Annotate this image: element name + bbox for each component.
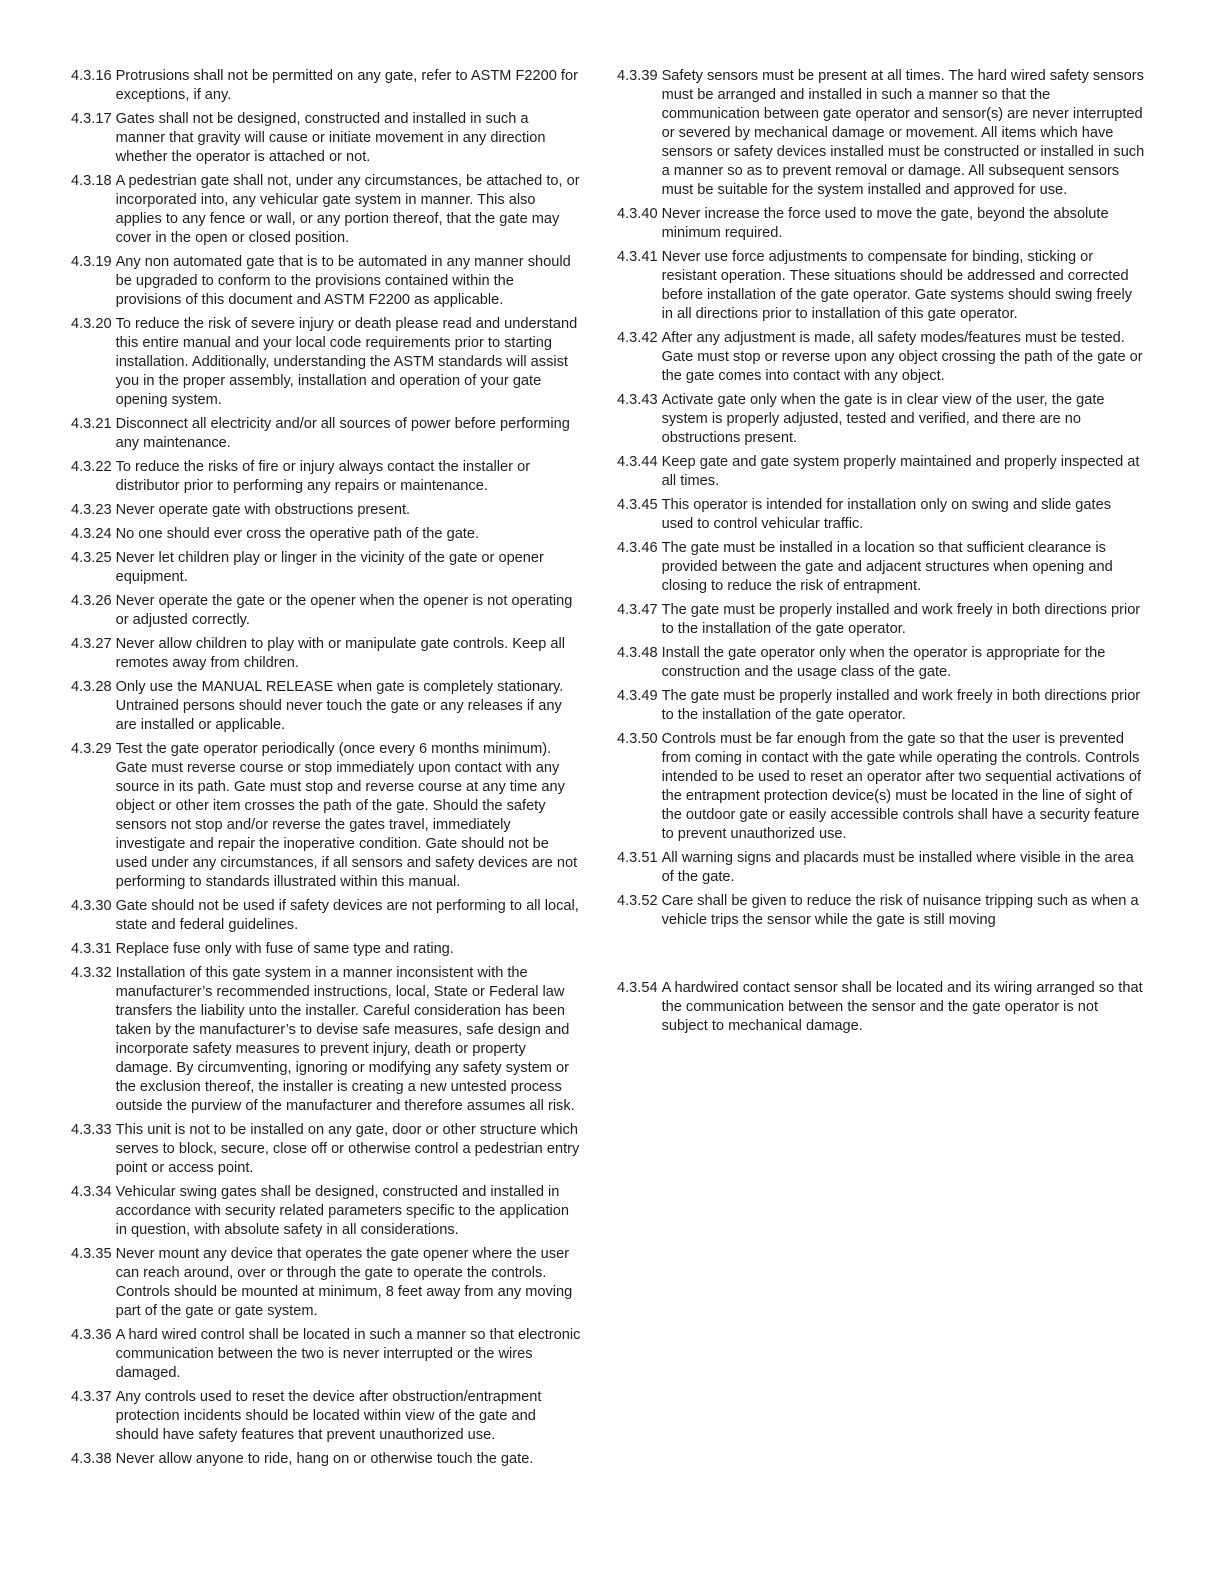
item-number: 4.3.45	[617, 497, 658, 513]
item-text: The gate must be installed in a location so that sufficient clearance is provided between the gate and adjacent structures when opening and closing to reduce the risk of entrapment.	[661, 540, 1113, 594]
item-text: Any non automated gate that is to be automated in any manner should be upgraded to conform to the provisions contained within the provisions of this document and ASTM F2200 as applicable.	[115, 254, 571, 308]
list-item	[617, 539, 1145, 596]
item-text: After any adjustment is made, all safety modes/features must be tested. Gate must stop or reverse upon any object crossing the path of the gate or the gate comes into contact with any object.	[661, 330, 1143, 384]
item-number: 4.3.51	[617, 850, 658, 866]
list-item	[71, 964, 581, 1116]
item-number: 4.3.35	[71, 1246, 112, 1262]
item-text: The gate must be properly installed and work freely in both directions prior to the installation of the gate operator.	[661, 688, 1141, 723]
item-text: All warning signs and placards must be installed where visible in the area of the gate.	[661, 850, 1134, 885]
item-number: 4.3.34	[71, 1184, 112, 1200]
list-item	[71, 1121, 581, 1178]
item-text: Never allow children to play with or manipulate gate controls. Keep all remotes away from children.	[115, 636, 565, 671]
list-item	[71, 458, 581, 496]
list-item	[71, 678, 581, 735]
item-text: Vehicular swing gates shall be designed, constructed and installed in accordance with security related parameters specific to the application in question, with absolute safety in all considerations.	[115, 1184, 570, 1238]
item-number: 4.3.26	[71, 593, 112, 609]
list-item	[617, 644, 1145, 682]
item-number: 4.3.50	[617, 731, 658, 747]
item-number: 4.3.54	[617, 980, 658, 996]
item-text: Disconnect all electricity and/or all sources of power before performing any maintenance.	[115, 416, 570, 451]
item-number: 4.3.41	[617, 249, 658, 265]
item-text: Keep gate and gate system properly maintained and properly inspected at all times.	[661, 454, 1140, 489]
list-item	[71, 1450, 581, 1469]
item-number: 4.3.17	[71, 111, 112, 127]
item-text: Replace fuse only with fuse of same type and rating.	[115, 941, 454, 957]
item-number: 4.3.16	[71, 68, 112, 84]
item-number: 4.3.23	[71, 502, 112, 518]
item-text: The gate must be properly installed and work freely in both directions prior to the installation of the gate operator.	[661, 602, 1141, 637]
item-text: Any controls used to reset the device after obstruction/entrapment protection incidents should be located within view of the gate and should have safety features that prevent unauthorized use.	[115, 1389, 542, 1443]
item-text: Never operate gate with obstructions present.	[115, 502, 411, 518]
item-number: 4.3.43	[617, 392, 658, 408]
item-number: 4.3.38	[71, 1451, 112, 1467]
item-text: Never increase the force used to move the gate, beyond the absolute minimum required.	[661, 206, 1109, 241]
item-text: Gates shall not be designed, constructed and installed in such a manner that gravity will cause or initiate movement in any direction whether the operator is attached or not.	[115, 111, 546, 165]
list-item	[617, 496, 1145, 534]
list-item	[71, 253, 581, 310]
item-text: To reduce the risk of severe injury or death please read and understand this entire manual and your local code requirements prior to starting installation. Additionally, understanding the ASTM standards will assist you in the proper assembly, installation and operation of your gate opening system.	[115, 316, 578, 408]
item-number: 4.3.44	[617, 454, 658, 470]
section-gap	[617, 935, 1145, 979]
item-number: 4.3.36	[71, 1327, 112, 1343]
item-text: Installation of this gate system in a manner inconsistent with the manufacturer’s recommended instructions, local, State or Federal law transfers the liability unto the installer. Careful consideration has been taken by the manufacturer’s to devise safe measures, safe design and incorporate safety measures to prevent injury, death or property damage. By circumventing, ignoring or modifying any safety system or the exclusion thereof, the installer is creating a new untested process outside the purview of the manufacturer and therefore assumes all risk.	[115, 965, 575, 1114]
item-text: Never allow anyone to ride, hang on or otherwise touch the gate.	[115, 1451, 534, 1467]
list-item	[617, 329, 1145, 386]
item-number: 4.3.46	[617, 540, 658, 556]
item-text: Care shall be given to reduce the risk of nuisance tripping such as when a vehicle trips the sensor while the gate is still moving	[661, 893, 1139, 928]
item-number: 4.3.52	[617, 893, 658, 909]
list-item	[617, 248, 1145, 324]
list-item	[71, 1245, 581, 1321]
item-number: 4.3.47	[617, 602, 658, 618]
list-item	[617, 730, 1145, 844]
list-item	[71, 1326, 581, 1383]
list-item	[71, 110, 581, 167]
list-item	[617, 205, 1145, 243]
list-item	[71, 1388, 581, 1445]
item-number: 4.3.33	[71, 1122, 112, 1138]
left-column	[71, 67, 581, 1474]
item-number: 4.3.32	[71, 965, 112, 981]
item-number: 4.3.30	[71, 898, 112, 914]
list-item	[71, 415, 581, 453]
list-item	[71, 525, 581, 544]
list-item	[617, 979, 1145, 1036]
item-number: 4.3.49	[617, 688, 658, 704]
item-text: Never operate the gate or the opener when the opener is not operating or adjusted correctly.	[115, 593, 573, 628]
list-item	[617, 67, 1145, 200]
item-number: 4.3.28	[71, 679, 112, 695]
list-item	[71, 172, 581, 248]
list-item	[71, 67, 581, 105]
item-number: 4.3.20	[71, 316, 112, 332]
item-text: This unit is not to be installed on any gate, door or other structure which serves to block, secure, close off or otherwise control a pedestrian entry point or access point.	[115, 1122, 580, 1176]
item-number: 4.3.39	[617, 68, 658, 84]
item-text: This operator is intended for installation only on swing and slide gates used to control vehicular traffic.	[661, 497, 1112, 532]
list-item	[71, 592, 581, 630]
item-number: 4.3.31	[71, 941, 112, 957]
item-number: 4.3.25	[71, 550, 112, 566]
list-item	[71, 549, 581, 587]
list-item	[617, 601, 1145, 639]
list-item	[617, 849, 1145, 887]
item-number: 4.3.29	[71, 741, 112, 757]
item-text: Install the gate operator only when the operator is appropriate for the construction and the usage class of the gate.	[661, 645, 1106, 680]
item-text: Never mount any device that operates the gate opener where the user can reach around, over or through the gate to operate the controls. Controls should be mounted at minimum, 8 feet away from any moving part of the gate or gate system.	[115, 1246, 573, 1319]
item-text: Only use the MANUAL RELEASE when gate is completely stationary. Untrained persons should never touch the gate or any releases if any are installed or applicable.	[115, 679, 564, 733]
list-item	[617, 391, 1145, 448]
list-item	[71, 635, 581, 673]
list-item	[71, 501, 581, 520]
item-text: To reduce the risks of fire or injury always contact the installer or distributor prior to performing any repairs or maintenance.	[115, 459, 531, 494]
list-item	[71, 940, 581, 959]
item-text: Gate should not be used if safety devices are not performing to all local, state and federal guidelines.	[115, 898, 579, 933]
item-text: Safety sensors must be present at all times. The hard wired safety sensors must be arranged and installed in such a manner so that the communication between gate operator and sensor(s) are never interrupted or severed by mechanical damage or movement. All items which have sensors or safety devices installed must be constructed or installed in such a manner so as to prevent removal or damage. All subsequent sensors must be suitable for the system installed and approved for use.	[661, 68, 1145, 198]
item-text: A hardwired contact sensor shall be located and its wiring arranged so that the communication between the sensor and the gate operator is not subject to mechanical damage.	[661, 980, 1143, 1034]
item-number: 4.3.37	[71, 1389, 112, 1405]
list-item	[617, 687, 1145, 725]
list-item	[617, 453, 1145, 491]
item-text: Activate gate only when the gate is in clear view of the user, the gate system is properly adjusted, tested and verified, and there are no obstructions present.	[661, 392, 1105, 446]
list-item	[71, 315, 581, 410]
item-text: Protrusions shall not be permitted on any gate, refer to ASTM F2200 for exceptions, if any.	[115, 68, 578, 103]
item-text: Test the gate operator periodically (once every 6 months minimum). Gate must reverse course or stop immediately upon contact with any source in its path. Gate must stop and reverse course at any time any object or other item crosses the path of the gate. Should the safety sensors not stop and/or reverse the gates travel, immediately investigate and repair the inoperative condition. Gate should not be used under any circumstances, if all sensors and safety devices are not performing to standards illustrated within this manual.	[115, 741, 578, 890]
list-item	[71, 740, 581, 892]
item-text: A hard wired control shall be located in such a manner so that electronic communication between the two is never interrupted or the wires damaged.	[115, 1327, 581, 1381]
item-text: Controls must be far enough from the gate so that the user is prevented from coming in contact with the gate while operating the controls. Controls intended to be used to reset an operator after two sequential activations of the entrapment protection device(s) must be located in the line of sight of the outdoor gate or easily accessible controls shall have a security feature to prevent unauthorized use.	[661, 731, 1142, 842]
item-text: A pedestrian gate shall not, under any circumstances, be attached to, or incorporated into, any vehicular gate system in manner. This also applies to any fence or wall, or any portion thereof, that the gate may cover in the open or closed position.	[115, 173, 580, 246]
item-number: 4.3.24	[71, 526, 112, 542]
item-number: 4.3.42	[617, 330, 658, 346]
item-number: 4.3.40	[617, 206, 658, 222]
list-item	[617, 892, 1145, 930]
item-text: No one should ever cross the operative path of the gate.	[115, 526, 480, 542]
item-text: Never use force adjustments to compensate for binding, sticking or resistant operation. These situations should be addressed and corrected before installation of the gate operator. Gate systems should swing freely in all directions prior to installation of this gate operator.	[661, 249, 1133, 322]
list-item	[71, 1183, 581, 1240]
list-item	[71, 897, 581, 935]
item-number: 4.3.48	[617, 645, 658, 661]
item-number: 4.3.22	[71, 459, 112, 475]
right-column	[617, 67, 1145, 1041]
item-number: 4.3.21	[71, 416, 112, 432]
item-number: 4.3.18	[71, 173, 112, 189]
item-number: 4.3.19	[71, 254, 112, 270]
item-text: Never let children play or linger in the vicinity of the gate or opener equipment.	[115, 550, 544, 585]
item-number: 4.3.27	[71, 636, 112, 652]
